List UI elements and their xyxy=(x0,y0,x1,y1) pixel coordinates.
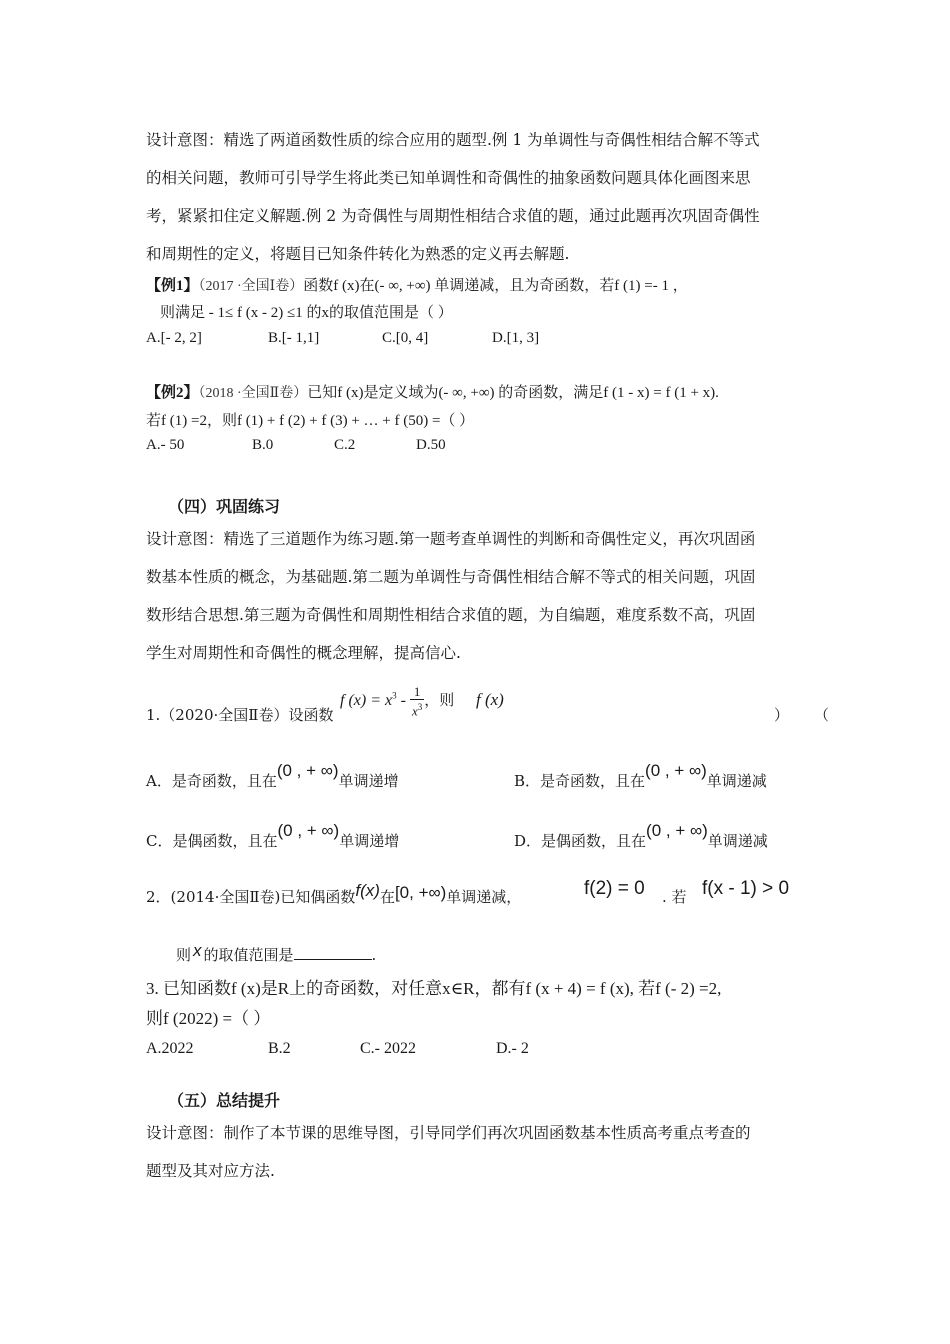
intent-line: 设计意图：制作了本节课的思维导图，引导同学们再次巩固函数基本性质高考重点考查的 xyxy=(146,1124,751,1142)
example-1-label: 【例1】 xyxy=(146,278,199,294)
question-2-range-text: 的取值范围是 xyxy=(203,946,294,964)
question-2-interval: [0, +∞) xyxy=(394,883,447,902)
example-2-option-a: A.- 50 xyxy=(146,437,185,453)
example-2-line-1 xyxy=(146,382,719,405)
option-interval: (0 , + ∞) xyxy=(276,761,339,780)
question-1-fx: f (x) xyxy=(476,690,504,709)
question-3-option-a: A.2022 xyxy=(146,1040,194,1057)
intent-line: 学生对周期性和奇偶性的概念理解，提高信心. xyxy=(146,644,461,662)
question-1-option-c xyxy=(146,821,400,851)
design-intent-paragraph-1 xyxy=(146,121,806,273)
question-2-condition: f(2) = 0 xyxy=(584,878,645,899)
example-1-option-b: B.[- 1,1] xyxy=(268,330,320,346)
question-2-ruo: . 若 xyxy=(662,888,687,906)
question-2-mono: 单调递减， xyxy=(446,888,522,906)
intent-line: 题型及其对应方法. xyxy=(146,1162,275,1180)
option-text: A．是奇函数，且在 xyxy=(146,772,277,790)
example-2-source: （2018 ·全国Ⅱ卷） xyxy=(198,386,308,401)
intent-line: 的相关问题，教师可引导学生将此类已知单调性和奇偶性的抽象函数问题具体化画图来思 xyxy=(146,169,751,187)
question-2-inequality: f(x - 1) > 0 xyxy=(702,878,790,899)
option-interval: (0 , + ∞) xyxy=(646,821,708,840)
example-2-line-2: 若f (1) =2，则f (1) + f (2) + f (3) + … + f (50) =（ ） xyxy=(146,413,475,429)
example-2-option-c: C.2 xyxy=(334,437,356,453)
question-1-option-a xyxy=(146,761,399,791)
question-3-line-2: 则f (2022) =（ ） xyxy=(146,1009,271,1028)
question-2-line-1 xyxy=(146,881,522,907)
question-1-minus: - xyxy=(396,691,410,709)
intent-line: 和周期性的定义，将题目已知条件转化为熟悉的定义再去解题. xyxy=(146,245,570,263)
intent-line: 数基本性质的概念，为基础题.第二题为单调性与奇偶性相结合解不等式的相关问题，巩固 xyxy=(146,568,756,586)
example-1-option-d: D.[1, 3] xyxy=(492,330,540,346)
design-intent-paragraph-2 xyxy=(146,520,806,672)
question-1-fraction xyxy=(410,684,424,718)
question-2-end: . xyxy=(371,946,377,964)
example-1-source: （2017 ·全国Ⅰ卷） xyxy=(198,279,304,294)
section-5-heading: （五）总结提升 xyxy=(168,1091,281,1110)
option-text: B．是奇函数，且在 xyxy=(514,772,646,790)
question-2-var: x xyxy=(193,941,202,960)
example-2-label: 【例2】 xyxy=(146,385,199,401)
option-text: 单调递增 xyxy=(339,832,400,850)
option-text: D．是偶函数，且在 xyxy=(514,832,647,850)
question-2-fx: f(x) xyxy=(355,881,380,900)
fraction-denominator xyxy=(410,700,424,718)
example-2-option-b: B.0 xyxy=(252,437,274,453)
fraction-numerator: 1 xyxy=(410,684,424,700)
question-1-function xyxy=(340,684,454,718)
question-1-prefix: 1.（2020·全国Ⅱ卷）设函数 xyxy=(146,706,334,724)
fraction-den-var: x xyxy=(411,703,418,719)
example-1-option-a: A.[- 2, 2] xyxy=(146,330,202,346)
question-1-option-b xyxy=(514,761,767,791)
option-interval: (0 , + ∞) xyxy=(645,761,707,780)
question-1-paren-close: ） xyxy=(774,706,790,724)
question-3-option-c: C.- 2022 xyxy=(360,1040,416,1057)
question-1-mid: ，则 xyxy=(424,692,455,709)
question-2-ze: 则 xyxy=(176,946,192,964)
question-3-option-d: D.- 2 xyxy=(496,1040,529,1057)
question-1-func-def: f (x) = x xyxy=(340,691,393,709)
example-1-line-2: 则满足 - 1≤ f (x - 2) ≤1 的x的取值范围是（ ） xyxy=(160,305,453,321)
question-2-prefix: 2．(2014·全国Ⅱ卷)已知偶函数 xyxy=(146,888,356,906)
option-interval: (0 , + ∞) xyxy=(277,821,340,840)
question-3-option-b: B.2 xyxy=(268,1040,291,1057)
question-1-exponent: 3 xyxy=(392,690,397,701)
section-4-heading: （四）巩固练习 xyxy=(168,497,281,516)
question-2-line-2 xyxy=(176,941,377,965)
example-2-stem: 已知f (x)是定义域为(- ∞, +∞) 的奇函数，满足f (1 - x) = f (1 + x). xyxy=(307,385,719,401)
example-2-option-d: D.50 xyxy=(416,437,446,453)
intent-line: 设计意图：精选了两道函数性质的综合应用的题型.例 1 为单调性与奇偶性相结合解不等式 xyxy=(146,131,760,149)
question-3-line-1: 3. 已知函数f (x)是R上的奇函数，对任意x∈R，都有f (x + 4) = f (x), 若f (- 2) =2, xyxy=(146,979,722,998)
answer-blank[interactable] xyxy=(294,945,372,960)
intent-line: 数形结合思想.第三题为奇偶性和周期性相结合求值的题，为自编题，难度系数不高，巩固 xyxy=(146,606,756,624)
fraction-den-exp: 3 xyxy=(417,702,423,712)
question-1-paren-open: （ xyxy=(814,706,830,724)
option-text: C．是偶函数，且在 xyxy=(146,832,278,850)
option-text: 单调递减 xyxy=(707,832,768,850)
example-1-stem: 函数f (x)在(- ∞, +∞) 单调递减，且为奇函数，若f (1) =- 1 ， xyxy=(303,278,688,294)
example-1-option-c: C.[0, 4] xyxy=(382,330,429,346)
question-2-in: 在 xyxy=(379,888,395,906)
intent-line: 设计意图：精选了三道题作为练习题.第一题考查单调性的判断和奇偶性定义，再次巩固函 xyxy=(146,530,756,548)
intent-line: 考，紧紧扣住定义解题.例 2 为奇偶性与周期性相结合求值的题，通过此题再次巩固奇偶性 xyxy=(146,207,760,225)
option-text: 单调递增 xyxy=(338,772,399,790)
option-text: 单调递减 xyxy=(706,772,767,790)
design-intent-paragraph-3 xyxy=(146,1114,806,1190)
example-1-line-1 xyxy=(146,275,688,298)
question-1-option-d xyxy=(514,821,768,851)
